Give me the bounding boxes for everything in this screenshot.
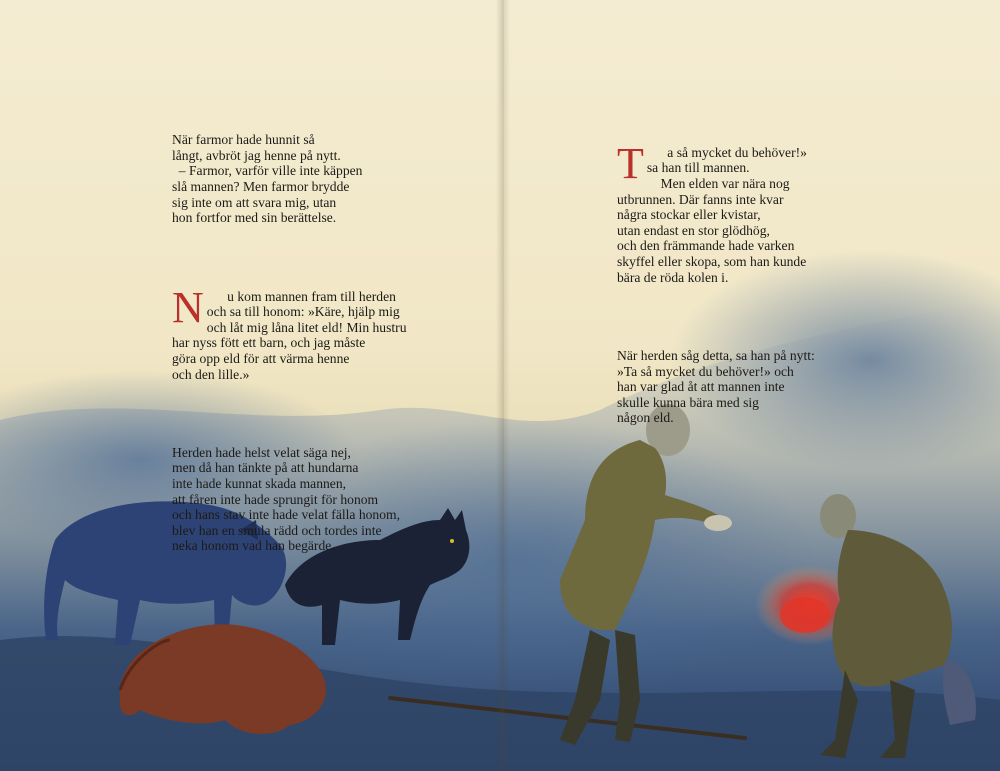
book-gutter — [496, 0, 510, 771]
drop-cap-t: T — [617, 138, 644, 188]
right-paragraph-1-text: a så mycket du behöver!» sa han till mannen. Men elden var nära nog utbrunnen. Där fanns inte kvar några stockar eller kvistar, utan endast en stor glödhög, och den främmande hade varken skyffel eller skopa, som han kunde bära de röda kolen i. — [617, 144, 807, 285]
right-text-block — [617, 98, 815, 473]
left-text-block — [172, 101, 407, 601]
left-paragraph-3: Herden hade helst velat säga nej, men då han tänkte på att hundarna inte hade kunnat skada mannen, att fåren inte hade sprungit för honom och hans stav inte hade velat fälla honom, blev han en smula rädd och tordes inte neka honom vad han begärde. — [172, 444, 401, 554]
drop-cap-n: N — [172, 282, 204, 332]
left-paragraph-2-text: u kom mannen fram till herden och sa till honom: »Käre, hjälp mig och låt mig låna litet eld! Min hustru har nyss fött ett barn, och jag måste göra opp eld för att värma henne och den lille.» — [172, 288, 407, 382]
right-paragraph-1 — [617, 129, 815, 301]
left-paragraph-1: När farmor hade hunnit så långt, avbröt jag henne på nytt. – Farmor, varför ville inte käppen slå mannen? Men farmor brydde sig inte om att svara mig, utan hon fortfor med sin berättelse. — [172, 132, 363, 226]
right-paragraph-2: När herden såg detta, sa han på nytt: »Ta så mycket du behöver!» och han var glad åt att mannen inte skulle kunna bära med sig någon eld. — [617, 347, 815, 426]
left-paragraph-2 — [172, 273, 407, 398]
